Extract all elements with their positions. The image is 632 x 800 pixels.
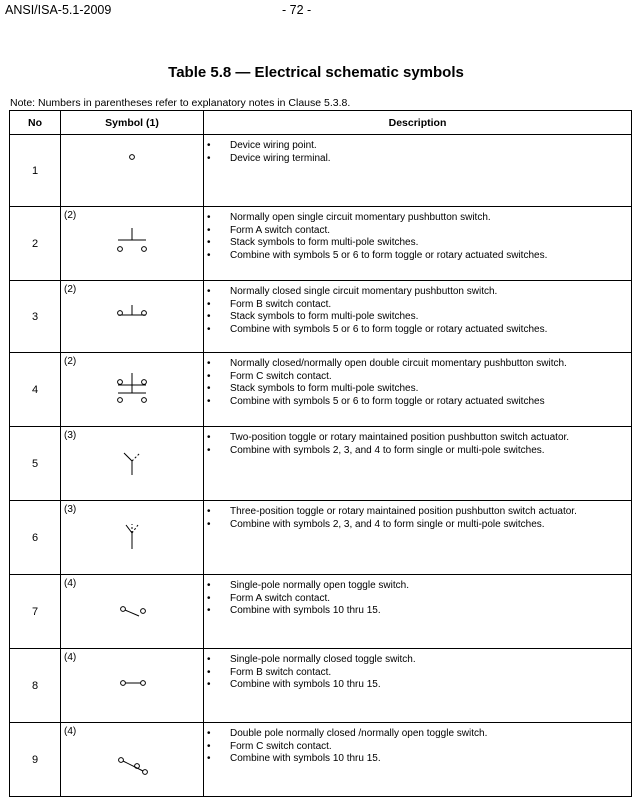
table-row — [10, 649, 632, 723]
symbol-cell — [61, 649, 204, 723]
description-item: • Two-position toggle or rotary maintained position pushbutton switch actuator. — [204, 432, 631, 445]
description-item: • Normally open single circuit momentary pushbutton switch. — [204, 212, 631, 225]
table-row — [10, 501, 632, 575]
description-item: • Stack symbols to form multi-pole switches. — [204, 383, 631, 396]
description-cell — [204, 649, 632, 723]
symbol-cell — [61, 575, 204, 649]
col-description-header: Description — [204, 111, 632, 135]
page-number: - 72 - — [282, 3, 312, 17]
description-cell — [204, 353, 632, 427]
description-item: • Three-position toggle or rotary maintained position pushbutton switch actuator. — [204, 506, 631, 519]
symbol-note-ref: (2) — [64, 210, 77, 221]
table-title: Table 5.8 — Electrical schematic symbols — [168, 64, 464, 81]
description-item: • Normally closed/normally open double circuit momentary pushbutton switch. — [204, 358, 631, 371]
description-item: • Combine with symbols 5 or 6 to form toggle or rotary actuated switches. — [204, 324, 631, 337]
row-number: 3 — [10, 281, 61, 353]
symbol-note-ref: (4) — [64, 578, 77, 589]
description-item: • Double pole normally closed /normally open toggle switch. — [204, 728, 631, 741]
table-row — [10, 575, 632, 649]
table-row — [10, 427, 632, 501]
description-item: • Single-pole normally open toggle switch. — [204, 580, 631, 593]
description-cell — [204, 427, 632, 501]
description-item: • Single-pole normally closed toggle switch. — [204, 654, 631, 667]
description-item: • Combine with symbols 2, 3, and 4 to form single or multi-pole switches. — [204, 519, 631, 532]
description-item: • Combine with symbols 5 or 6 to form toggle or rotary actuated switches. — [204, 250, 631, 263]
symbol-cell — [61, 281, 204, 353]
description-cell — [204, 723, 632, 797]
description-list — [204, 358, 631, 408]
symbol-cell — [61, 207, 204, 281]
table-row — [10, 281, 632, 353]
description-item: • Device wiring terminal. — [204, 153, 631, 166]
description-item: • Device wiring point. — [204, 140, 631, 153]
description-item: • Combine with symbols 10 thru 15. — [204, 679, 631, 692]
description-list — [204, 506, 631, 531]
table-row — [10, 207, 632, 281]
table-row — [10, 723, 632, 797]
symbol-note-ref: (3) — [64, 504, 77, 515]
description-item: • Combine with symbols 5 or 6 to form toggle or rotary actuated switches — [204, 396, 631, 409]
symbol-note-ref: (3) — [64, 430, 77, 441]
table-header-row — [10, 111, 632, 135]
description-item: • Combine with symbols 2, 3, and 4 to form single or multi-pole switches. — [204, 445, 631, 458]
description-cell — [204, 575, 632, 649]
table-row — [10, 353, 632, 427]
description-item: • Stack symbols to form multi-pole switches. — [204, 311, 631, 324]
description-list — [204, 432, 631, 457]
symbol-cell — [61, 723, 204, 797]
description-item: • Form A switch contact. — [204, 225, 631, 238]
description-list — [204, 580, 631, 618]
table-body — [10, 135, 632, 797]
description-list — [204, 212, 631, 262]
description-item: • Normally closed single circuit momentary pushbutton switch. — [204, 286, 631, 299]
description-cell — [204, 207, 632, 281]
symbol-note-ref: (4) — [64, 726, 77, 737]
row-number: 7 — [10, 575, 61, 649]
symbol-cell — [61, 353, 204, 427]
table-row — [10, 135, 632, 207]
row-number: 9 — [10, 723, 61, 797]
symbols-table — [9, 110, 632, 797]
description-list — [204, 286, 631, 336]
table-note: Note: Numbers in parentheses refer to explanatory notes in Clause 5.3.8. — [10, 97, 351, 109]
row-number: 6 — [10, 501, 61, 575]
row-number: 2 — [10, 207, 61, 281]
description-list — [204, 654, 631, 692]
row-number: 1 — [10, 135, 61, 207]
description-item: • Form A switch contact. — [204, 593, 631, 606]
description-item: • Form C switch contact. — [204, 741, 631, 754]
symbol-note-ref: (4) — [64, 652, 77, 663]
standard-id: ANSI/ISA-5.1-2009 — [5, 3, 112, 17]
col-no-header: No — [10, 111, 61, 135]
row-number: 4 — [10, 353, 61, 427]
description-item: • Form B switch contact. — [204, 667, 631, 680]
row-number: 8 — [10, 649, 61, 723]
description-list — [204, 140, 631, 165]
description-item: • Form C switch contact. — [204, 371, 631, 384]
symbol-note-ref: (2) — [64, 284, 77, 295]
description-cell — [204, 281, 632, 353]
row-number: 5 — [10, 427, 61, 501]
description-item: • Combine with symbols 10 thru 15. — [204, 605, 631, 618]
symbol-note-ref: (2) — [64, 356, 77, 367]
symbol-cell — [61, 135, 204, 207]
description-item: • Combine with symbols 10 thru 15. — [204, 753, 631, 766]
description-cell — [204, 135, 632, 207]
col-symbol-header: Symbol (1) — [61, 111, 204, 135]
description-list — [204, 728, 631, 766]
description-item: • Stack symbols to form multi-pole switches. — [204, 237, 631, 250]
description-cell — [204, 501, 632, 575]
symbol-cell — [61, 427, 204, 501]
symbol-cell — [61, 501, 204, 575]
description-item: • Form B switch contact. — [204, 299, 631, 312]
